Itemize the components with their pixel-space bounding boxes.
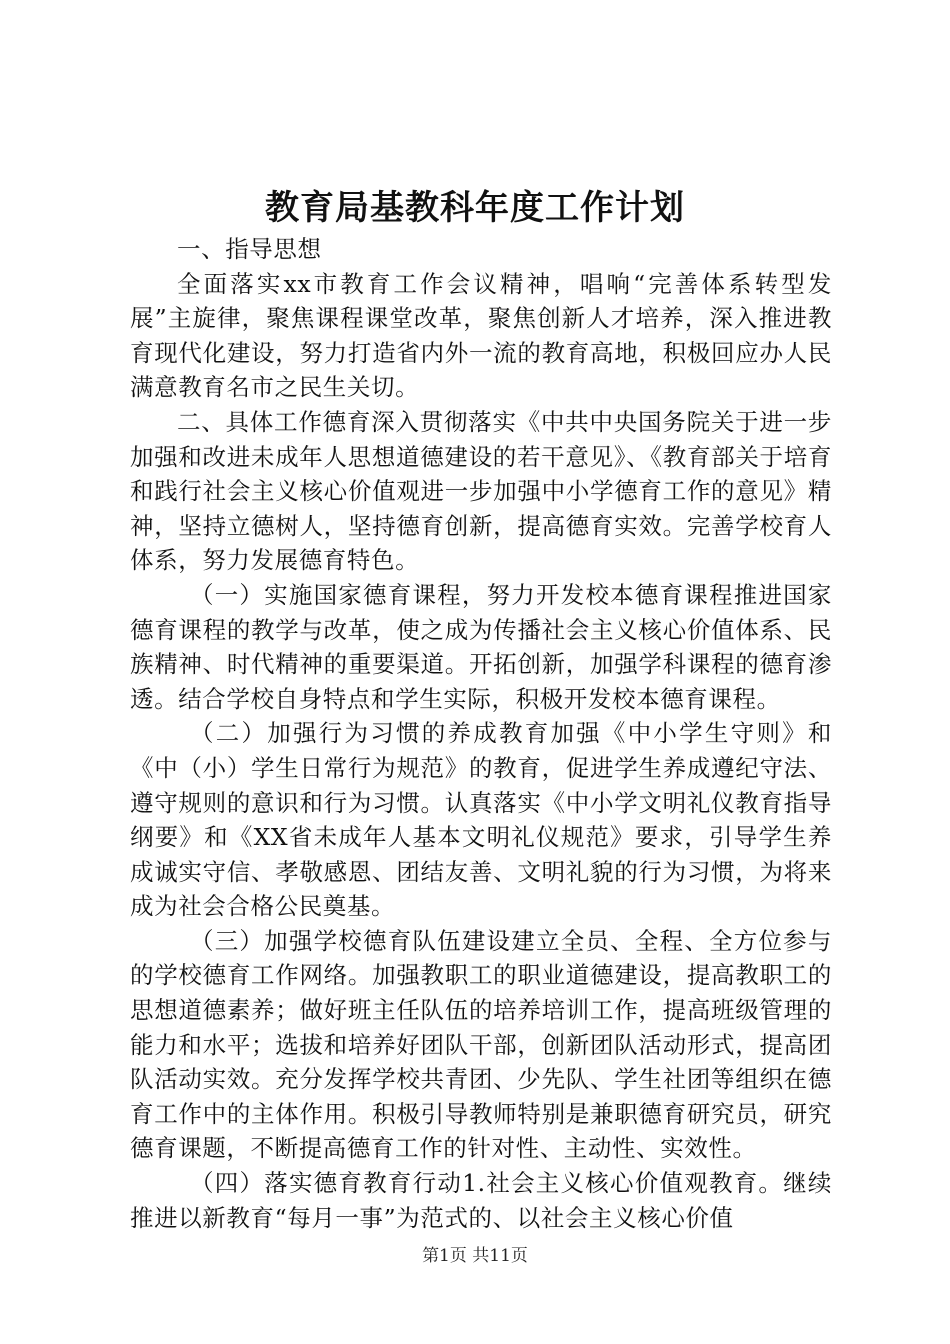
paragraph-guiding-ideology: 全面落实xx市教育工作会议精神，唱响“完善体系转型发展”主旋律，聚焦课程课堂改革，聚焦创新人才培养，深入推进教育现代化建设，努力打造省内外一流的教育高地，积极回应办人民满意教育名市之民生关切。 (130, 269, 832, 402)
paragraph-item-3: （三）加强学校德育队伍建设建立全员、全程、全方位参与的学校德育工作网络。加强教职工的职业道德建设，提高教职工的思想道德素养；做好班主任队伍的培养培训工作，提高班级管理的能力和水平；选拔和培养好团队干部，创新团队活动形式，提高团队活动实效。充分发挥学校共青团、少先队、学生社团等组织在德育工作中的主体作用。积极引导教师特别是兼职德育研究员，研究德育课题，不断提高德育工作的针对性、主动性、实效性。 (130, 926, 832, 1163)
section-heading-guiding-ideology: 一、指导思想 (177, 235, 322, 263)
document-title: 教育局基教科年度工作计划 (265, 188, 685, 228)
paragraph-item-1: （一）实施国家德育课程，努力开发校本德育课程推进国家德育课程的教学与改革，使之成为传播社会主义核心价值体系、民族精神、时代精神的重要渠道。开拓创新，加强学科课程的德育渗透。结合学校自身特点和学生实际，积极开发校本德育课程。 (130, 580, 832, 713)
paragraph-specific-work: 二、具体工作德育深入贯彻落实《中共中央国务院关于进一步加强和改进未成年人思想道德建设的若干意见》、《教育部关于培育和践行社会主义核心价值观进一步加强中小学德育工作的意见》精神，坚持立德树人，坚持德育创新，提高德育实效。完善学校育人体系，努力发展德育特色。 (130, 407, 832, 575)
document-body (130, 232, 832, 1235)
paragraph-item-4: （四）落实德育教育行动1.社会主义核心价值观教育。继续推进以新教育“每月一事”为范式的、以社会主义核心价值 (130, 1169, 832, 1232)
paragraph-item-2: （二）加强行为习惯的养成教育加强《中小学生守则》和《中（小）学生日常行为规范》的教育，促进学生养成遵纪守法、遵守规则的意识和行为习惯。认真落实《中小学文明礼仪教育指导纲要》和《XX省未成年人基本文明礼仪规范》要求，引导学生养成诚实守信、孝敬感恩、团结友善、文明礼貌的行为习惯，为将来成为社会合格公民奠基。 (130, 719, 832, 921)
page-number-footer: 第1页 共11页 (422, 1246, 528, 1266)
